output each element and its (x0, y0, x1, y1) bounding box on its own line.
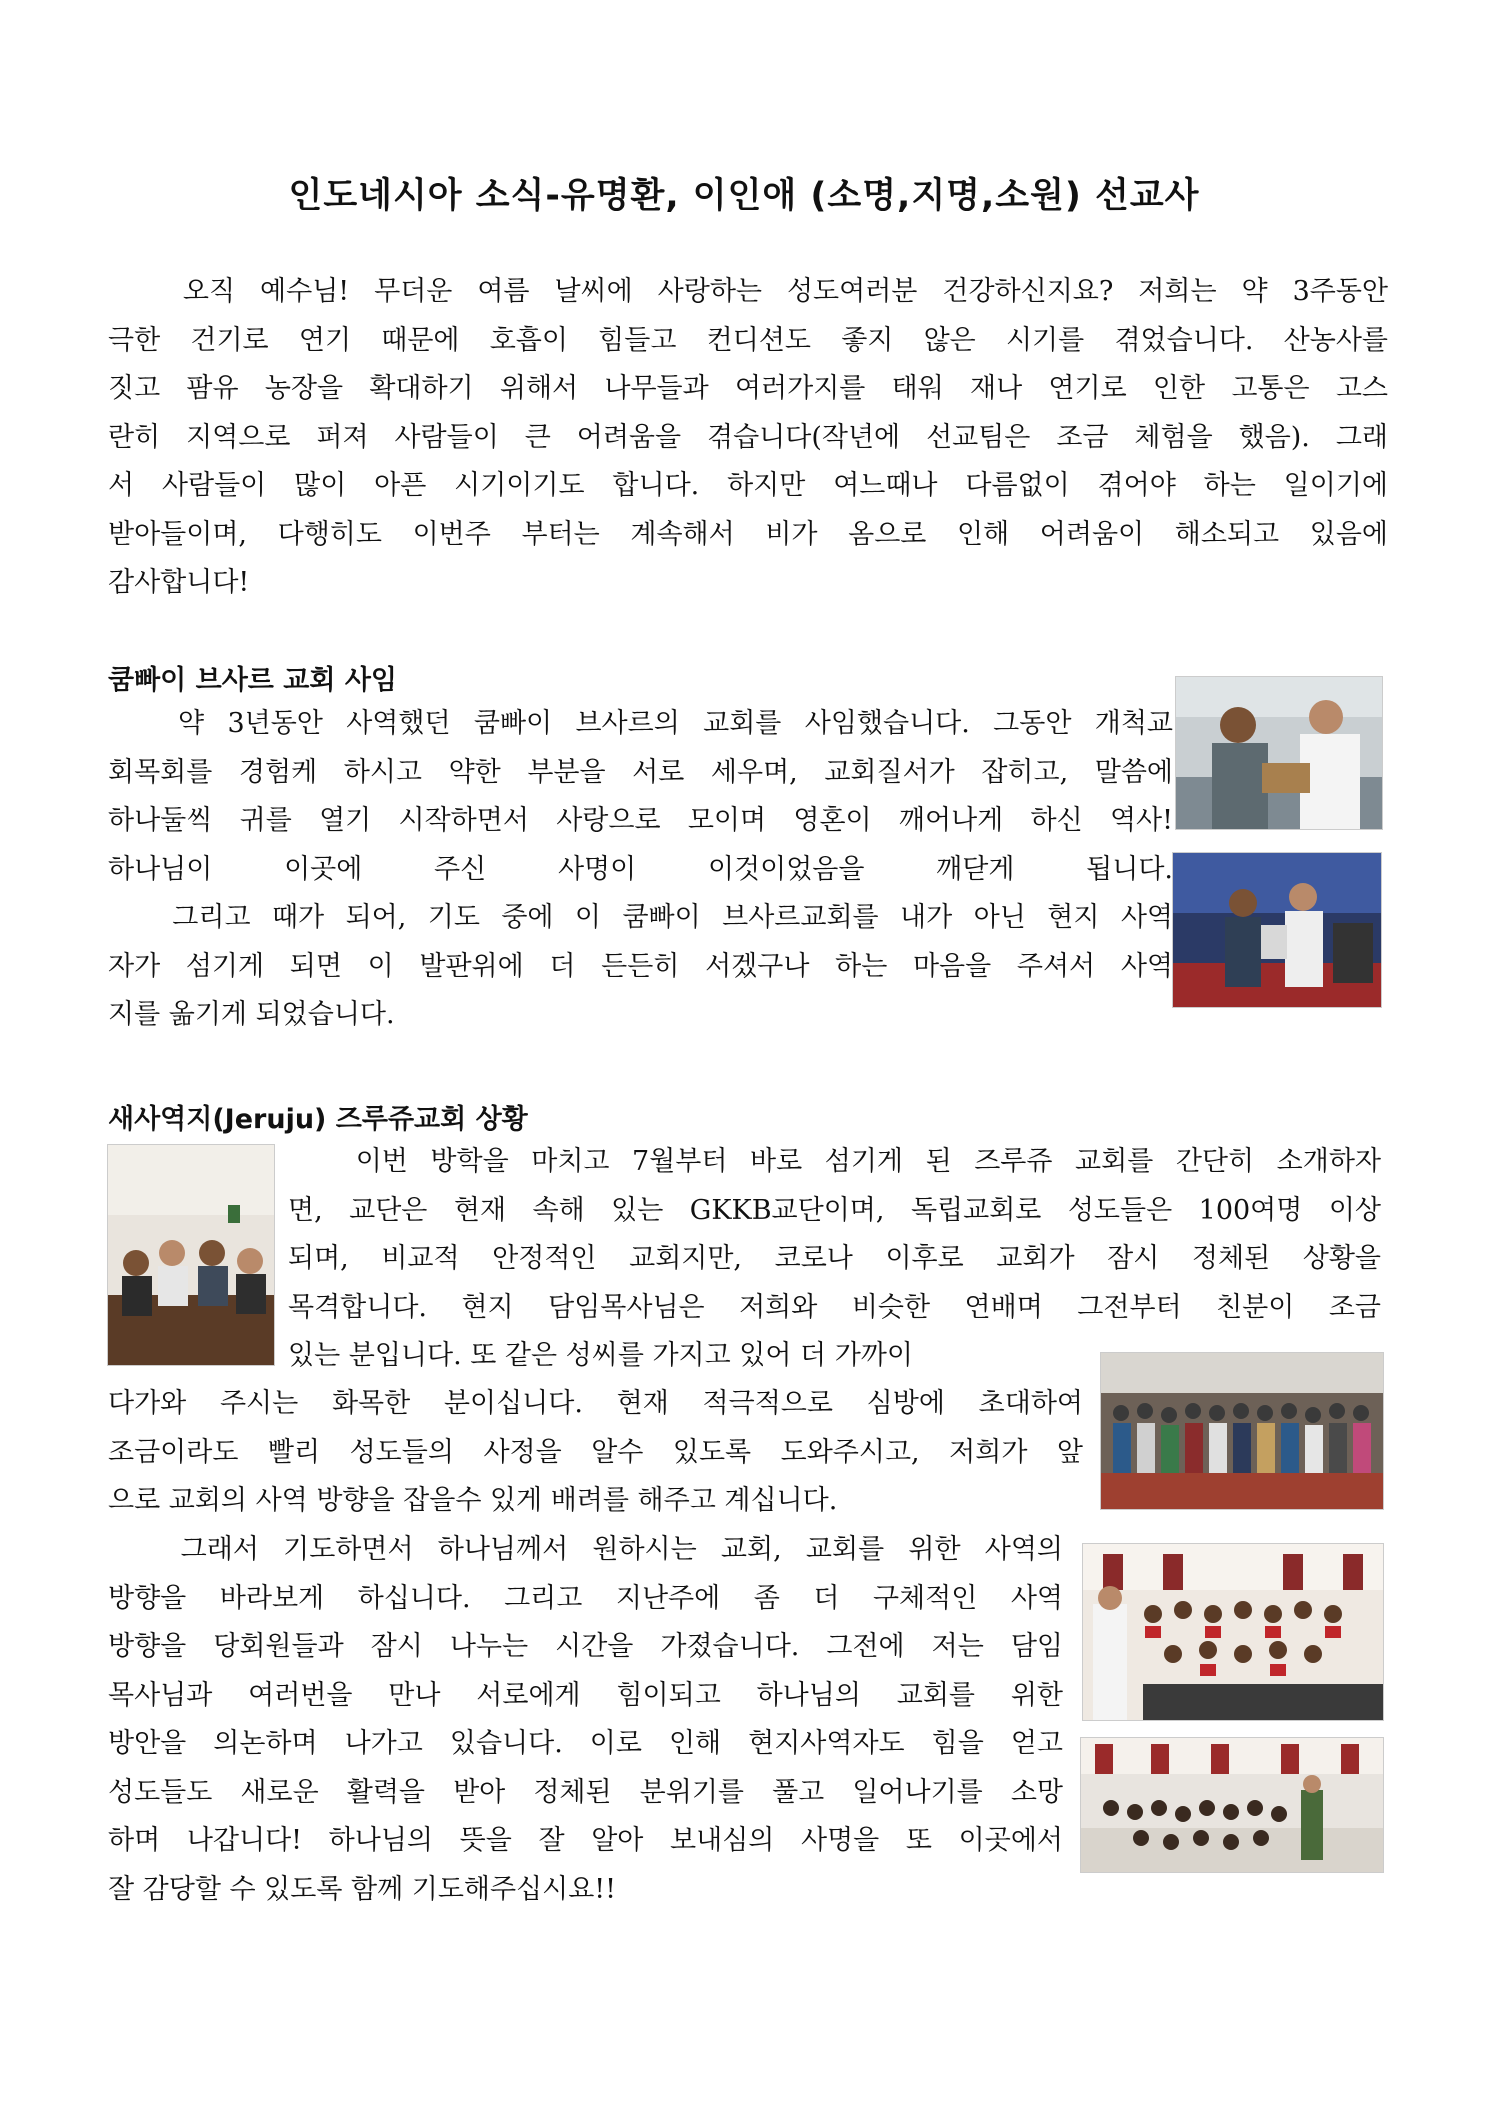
text-line: 지를 옮기게 되었습니다. (108, 999, 395, 1030)
text-line: 극한 건기로 연기 때문에 호흡이 힘들고 컨디션도 좋지 않은 시기를 겪었습니다. 산농사를 (108, 324, 1388, 356)
text-line: 있는 분입니다. 또 같은 성씨를 가지고 있어 더 가까이 (288, 1340, 913, 1371)
text-line: 그래서 기도하면서 하나님께서 원하시는 교회, 교회를 위한 사역의 (108, 1534, 1063, 1565)
section1-paragraph (108, 700, 1173, 1040)
text-line: 방향을 바라보게 하십니다. 그리고 지난주에 좀 더 구체적인 사역 (108, 1582, 1063, 1614)
text-line: 감사합니다! (108, 567, 250, 598)
page-title: 인도네시아 소식-유명환, 이인애 (소명,지명,소원) 선교사 (288, 176, 1200, 216)
text-line: 되며, 비교적 안정적인 교회지만, 코로나 이후로 교회가 잠시 정체된 상황을 (288, 1243, 1381, 1274)
text-line: 약 3년동안 사역했던 쿰빠이 브사르의 교회를 사임했습니다. 그동안 개척교 (108, 708, 1173, 739)
text-line: 방안을 의논하며 나가고 있습니다. 이로 인해 현지사역자도 힘을 얻고 (108, 1728, 1063, 1759)
text-line: 서 사람들이 많이 아픈 시기이기도 합니다. 하지만 여느때나 다름없이 겪어야 하는 일이기에 (108, 470, 1388, 501)
text-line: 짓고 팜유 농장을 확대하기 위해서 나무들과 여러가지를 태워 재나 연기로 인한 고통은 고스 (108, 373, 1388, 404)
text-line: 방향을 당회원들과 잠시 나누는 시간을 가졌습니다. 그전에 저는 담임 (108, 1631, 1063, 1662)
text-line: 목격합니다. 현지 담임목사님은 저희와 비슷한 연배며 그전부터 친분이 조금 (288, 1291, 1381, 1323)
text-line: 이번 방학을 마치고 7월부터 바로 섬기게 된 즈루쥬 교회를 간단히 소개하자 (288, 1146, 1381, 1177)
text-line: 그리고 때가 되어, 기도 중에 이 쿰빠이 브사르교회를 내가 아닌 현지 사역 (108, 902, 1173, 933)
congregation-group-photo (1100, 1352, 1384, 1510)
text-line: 면, 교단은 현재 속해 있는 GKKB교단이며, 독립교회로 성도들은 100여명 이상 (288, 1194, 1381, 1226)
text-line: 하며 나갑니다! 하나님의 뜻을 잘 알아 보내심의 사명을 또 이곳에서 (108, 1825, 1063, 1856)
section2-paragraph-a (288, 1138, 1381, 1381)
text-line: 받아들이며, 다행히도 이번주 부터는 계속해서 비가 옴으로 인해 어려움이 해소되고 있음에 (108, 518, 1388, 550)
text-line: 자가 섬기게 되면 이 발판위에 더 든든히 서겠구나 하는 마음을 주셔서 사역 (108, 950, 1173, 982)
section2-heading: 새사역지(Jeruju) 즈루쥬교회 상황 (108, 1104, 528, 1135)
section2-paragraph-c (108, 1526, 1063, 1914)
text-line: 다가와 주시는 화목한 분이십니다. 현재 적극적으로 심방에 초대하여 (108, 1388, 1083, 1419)
intro-paragraph (108, 268, 1388, 608)
text-line: 하나님이 이곳에 주신 사명이 이것이었음을 깨닫게 됩니다. (108, 853, 1173, 885)
text-line: 으로 교회의 사역 방향을 잡을수 있게 배려를 해주고 계십니다. (108, 1485, 838, 1516)
handshake-gift-photo (1175, 676, 1383, 830)
text-line: 성도들도 새로운 활력을 받아 정체된 분위기를 풀고 일어나기를 소망 (108, 1776, 1063, 1808)
section2-paragraph-b (108, 1380, 1083, 1526)
text-line: 잘 감당할 수 있도록 함께 기도해주십시요!! (108, 1873, 617, 1905)
section1-heading: 쿰빠이 브사르 교회 사임 (108, 665, 398, 696)
text-line: 오직 예수님! 무더운 여름 날씨에 사랑하는 성도여러분 건강하신지요? 저희는 약 3주동안 (108, 276, 1388, 307)
text-line: 조금이라도 빨리 성도들의 사정을 알수 있도록 도와주시고, 저희가 앞 (108, 1436, 1083, 1468)
pastors-table-photo (107, 1144, 275, 1366)
text-line: 목사님과 여러번을 만나 서로에게 힘이되고 하나님의 교회를 위한 (108, 1679, 1063, 1711)
choir-singing-photo (1082, 1543, 1384, 1721)
text-line: 회목회를 경험케 하시고 약한 부분을 서로 세우며, 교회질서가 잡히고, 말씀에 (108, 756, 1173, 788)
text-line: 란히 지역으로 퍼져 사람들이 큰 어려움을 겪습니다(작년에 선교팀은 조금 체험을 했음). 그래 (108, 421, 1388, 453)
text-line: 하나둘씩 귀를 열기 시작하면서 사랑으로 모이며 영혼이 깨어나게 하신 역사! (108, 805, 1173, 836)
children-gathering-photo (1080, 1737, 1384, 1873)
church-stage-photo (1172, 852, 1382, 1008)
